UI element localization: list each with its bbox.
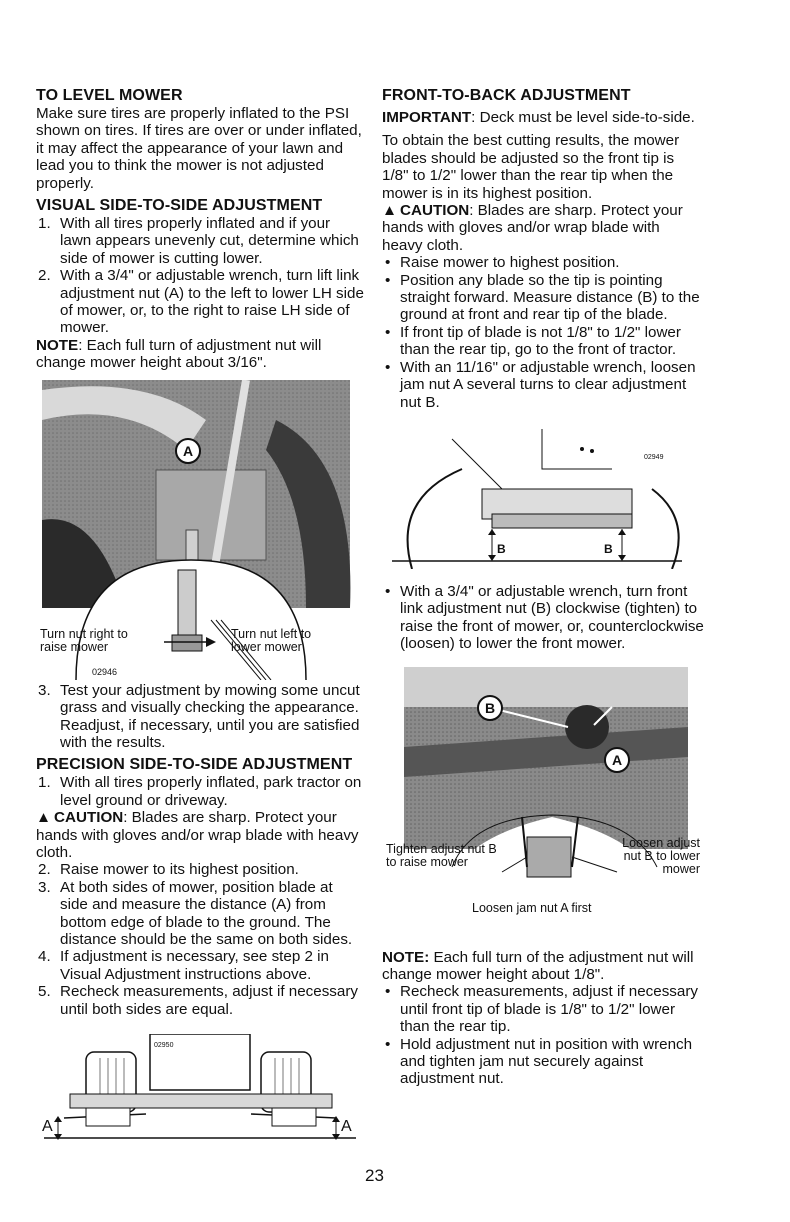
level-text: Make sure tires are properly inflated to the PSI shown on tires. If tires are over or under inflated, it may affect the appearance of your lawn and lead you to think the mower is not adjusted properly. — [36, 105, 362, 192]
lift-link-figure — [36, 380, 356, 680]
note-right: NOTE: Each full turn of the adjustment nut will change mower height about 1/8". — [382, 948, 694, 983]
visual-step-3-list — [36, 682, 364, 752]
figure-code-1: 02946 — [92, 666, 118, 677]
ftb-bullet: • Raise mower to highest position. — [385, 254, 620, 272]
measure-a-right: A — [341, 1118, 352, 1135]
visual-step-3: 3. Test your adjustment by mowing some uncut grass and visually checking the appearance. Readjust, if necessary, until you are satisfied with the results. — [38, 681, 360, 751]
visual-steps — [36, 215, 364, 337]
ftb-bullet: • With an 11/16" or adjustable wrench, loosen jam nut A several turns to clear adjustment nut B. — [385, 358, 696, 411]
note-left: NOTE: Each full turn of adjustment nut will change mower height about 3/16". — [36, 336, 322, 372]
ftb-wrench-bullet: • With a 3/4" or adjustable wrench, turn front link adjustment nut (B) clockwise (tighten) to raise the front of mower, or, counterclockwise (loosen) to lower the front mower. — [385, 582, 704, 653]
visual-step-1: 1. With all tires properly inflated and if your lawn appears unevenly cut, determine which side of mower is cutting lower. — [38, 215, 359, 267]
page-number: 23 — [365, 1166, 384, 1185]
ftb-wrench-bullet-list — [382, 583, 704, 653]
jam-nut-a-callout: A — [604, 747, 630, 773]
precision-step-2: 2. Raise mower to its highest position. — [38, 861, 299, 879]
loosen-jam-label: Loosen jam nut A first — [472, 900, 592, 915]
right-column — [382, 86, 704, 1088]
visual-step-2: 2. With a 3/4" or adjustable wrench, turn lift link adjustment nut (A) to the left to lower LH side of mower, or, to the right to raise LH side of mower. — [38, 267, 364, 337]
precision-step-1: 1. With all tires properly inflated, park tractor on level ground or driveway. — [38, 774, 362, 809]
figure-code-3: 02949 — [644, 453, 664, 461]
precision-steps — [36, 861, 364, 1018]
nut-b-callout: B — [477, 695, 503, 721]
ftb-intro: To obtain the best cutting results, the mower blades should be adjusted so the front tip is 1/8" to 1/2" lower than the rear tip when the mower is in its highest position. — [382, 132, 680, 202]
visual-title: VISUAL SIDE-TO-SIDE ADJUSTMENT — [36, 197, 323, 215]
front-link-illustration — [382, 667, 704, 937]
ftb-bullets-1 — [382, 254, 704, 411]
important-note: IMPORTANT: Deck must be level side-to-side. — [382, 109, 695, 126]
tighten-label: Tighten adjust nut B to raise mower — [386, 841, 497, 869]
caution-icon: ▲ — [36, 809, 52, 827]
precision-title: PRECISION SIDE-TO-SIDE ADJUSTMENT — [36, 756, 353, 774]
loosen-label: Loosen adjust nut B to lower mower — [622, 835, 700, 876]
left-column — [36, 86, 364, 1144]
caution-left: ▲ CAUTION: Blades are sharp. Protect your hands with gloves and/or wrap blade with heavy cloth. — [36, 809, 359, 861]
caution-right: ▲ CAUTION: Blades are sharp. Protect your hands with gloves and/or wrap blade with heavy cloth. — [382, 202, 683, 254]
caution-icon: ▲ — [382, 202, 398, 220]
ftb-recheck-bullet: • Recheck measurements, adjust if necessary until front tip of blade is 1/8" to 1/2" lower than the rear tip. — [385, 983, 698, 1036]
deck-level-figure — [36, 1034, 361, 1144]
front-link-figure — [382, 667, 704, 937]
distance-b-rear: B — [604, 541, 613, 556]
precision-step-5: 5. Recheck measurements, adjust if necessary until both sides are equal. — [38, 983, 358, 1018]
ftb-bullet: • Position any blade so the tip is pointing straight forward. Measure distance (B) to the ground at front and rear tip of the blade. — [385, 271, 700, 324]
level-title: TO LEVEL MOWER — [36, 87, 183, 104]
ftb-title: FRONT-TO-BACK ADJUSTMENT — [382, 87, 631, 104]
distance-b-front: B — [497, 541, 506, 556]
measure-a-left: A — [42, 1118, 53, 1135]
ftb-hold-bullet: • Hold adjustment nut in position with wrench and tighten jam nut securely against adjustment nut. — [385, 1035, 693, 1088]
ftb-bullets-2 — [382, 983, 704, 1087]
nut-a-callout: A — [175, 438, 201, 464]
precision-step-3: 3. At both sides of mower, position blade at side and measure the distance (A) from bottom edge of blade to the ground. The distance should be the same on both sides. — [38, 878, 353, 948]
figure-code-2: 02950 — [154, 1042, 174, 1049]
blade-measure-figure — [382, 429, 704, 569]
turn-left-label: Turn nut left to lower mower — [231, 626, 312, 654]
deck-level-illustration — [36, 1034, 361, 1144]
ftb-bullet: • If front tip of blade is not 1/8" to 1/2" lower than the rear tip, go to the front of tractor. — [385, 323, 681, 359]
turn-right-label: Turn nut right to raise mower — [40, 626, 128, 654]
precision-step-4: 4. If adjustment is necessary, see step 2 in Visual Adjustment instructions above. — [38, 948, 330, 983]
precision-step-1-list — [36, 774, 364, 809]
